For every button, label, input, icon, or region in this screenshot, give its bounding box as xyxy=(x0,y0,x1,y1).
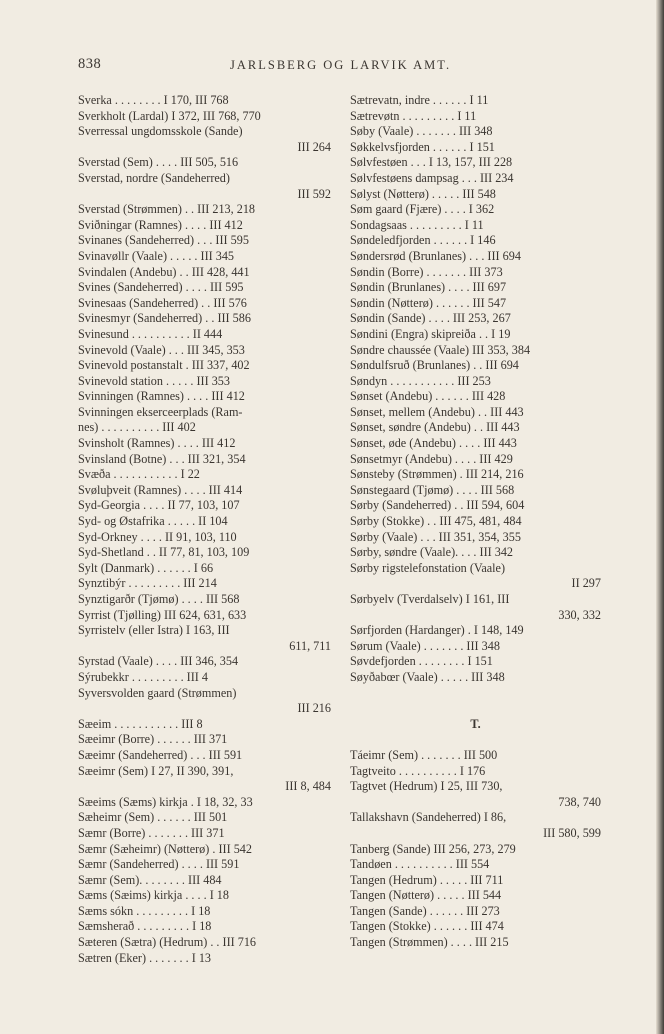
index-entry: Syd-Georgia . . . . II 77, 103, 107 xyxy=(78,498,240,513)
section-gap xyxy=(350,701,601,717)
index-entry: Svinesaas (Sandeherred) . . III 576 xyxy=(78,295,247,310)
index-entry: Svinsland (Botne) . . . III 321, 354 xyxy=(78,451,246,466)
index-entry: 330, 332 xyxy=(558,607,601,622)
index-entry: Søndeledfjorden . . . . . . I 146 xyxy=(350,233,496,248)
index-entry: Søkkelvsfjorden . . . . . . I 151 xyxy=(350,139,495,154)
index-entry: Syrristelv (eller Istra) I 163, III xyxy=(78,623,230,638)
index-entry: Sørby, søndre (Vaale). . . . III 342 xyxy=(350,545,514,560)
page-number: 838 xyxy=(78,56,102,72)
index-entry: Sønsetmyr (Andebu) . . . . III 429 xyxy=(350,451,513,466)
index-entry: Sverstad (Strømmen) . . III 213, 218 xyxy=(78,202,256,217)
index-entry: Sæeims (Sæms) kirkja . I 18, 32, 33 xyxy=(78,794,253,809)
index-entry: Søvdefjorden . . . . . . . . I 151 xyxy=(350,654,493,669)
index-entry: Sverkholt (Lardal) I 372, III 768, 770 xyxy=(78,108,261,123)
index-entry: Sverstad, nordre (Sandeherred) xyxy=(78,170,230,185)
index-entry: Tanberg (Sande) III 256, 273, 279 xyxy=(350,841,516,856)
index-entry: Syd-Orkney . . . . II 91, 103, 110 xyxy=(78,529,237,544)
index-entry: Sølyst (Nøtterø) . . . . . III 548 xyxy=(350,186,496,201)
index-entry: III 264 xyxy=(297,139,331,154)
index-entry: Sætren (Eker) . . . . . . . I 13 xyxy=(78,950,212,965)
index-entry: Svindalen (Andebu) . . III 428, 441 xyxy=(78,264,250,279)
index-entry: Tandøen . . . . . . . . . . III 554 xyxy=(350,857,490,872)
index-entry: Sørby (Sandeherred) . . III 594, 604 xyxy=(350,498,525,513)
index-entry: II 297 xyxy=(571,576,601,591)
index-entry: Tallakshavn (Sandeherred) I 86, xyxy=(350,810,507,825)
page-binding-edge xyxy=(656,0,664,1034)
index-entry: III 216 xyxy=(297,701,331,716)
section-gap xyxy=(350,686,601,702)
index-entry: Syd-Shetland . . II 77, 81, 103, 109 xyxy=(78,545,250,560)
index-entry: Sæeimr (Sandeherred) . . . III 591 xyxy=(78,747,243,762)
index-entry: Svinevold postanstalt . III 337, 402 xyxy=(78,358,250,373)
index-entry: Synztibýr . . . . . . . . . III 214 xyxy=(78,576,217,591)
index-entry: Søndin (Borre) . . . . . . . III 373 xyxy=(350,264,503,279)
index-entry: Sønset, mellem (Andebu) . . III 443 xyxy=(350,404,524,419)
index-entry: Tangen (Stokke) . . . . . . III 474 xyxy=(350,919,504,934)
index-entry: nes) . . . . . . . . . . III 402 xyxy=(78,420,196,435)
index-entry: Søndin (Sande) . . . . III 253, 267 xyxy=(350,311,511,326)
index-entry: 738, 740 xyxy=(558,794,601,809)
index-column-right xyxy=(350,93,601,951)
section-heading-t: T. xyxy=(470,716,481,731)
section-gap xyxy=(350,732,601,748)
index-entry: Sviðningar (Ramnes) . . . . III 412 xyxy=(78,217,243,232)
index-entry: Sæeimr (Borre) . . . . . . III 371 xyxy=(78,732,228,747)
index-entry: Sølvfestøen . . . I 13, 157, III 228 xyxy=(350,155,513,170)
index-entry: Sæmr (Sem). . . . . . . . III 484 xyxy=(78,872,222,887)
index-entry: Sverressal ungdomsskole (Sande) xyxy=(78,124,243,139)
index-entry: Svinesund . . . . . . . . . . II 444 xyxy=(78,326,223,341)
index-entry: Svæða . . . . . . . . . . . I 22 xyxy=(78,467,200,482)
index-entry: Svøluþveit (Ramnes) . . . . III 414 xyxy=(78,482,243,497)
index-entry: Sønset, øde (Andebu) . . . . III 443 xyxy=(350,436,517,451)
index-entry: Søndersrød (Brunlanes) . . . III 694 xyxy=(350,248,521,263)
index-entry: Sørbyelv (Tverdalselv) I 161, III xyxy=(350,592,510,606)
index-entry: Svinesmyr (Sandeherred) . . III 586 xyxy=(78,311,251,326)
index-column-left xyxy=(78,93,331,966)
index-entry: Sørby rigstelefonstation (Vaale) xyxy=(350,560,506,575)
index-entry: Synztigarðr (Tjømø) . . . . III 568 xyxy=(78,592,240,606)
index-entry: Sæeimr (Sem) I 27, II 390, 391, xyxy=(78,763,234,778)
index-entry: Søm gaard (Fjære) . . . . I 362 xyxy=(350,202,495,217)
index-entry: Sæheimr (Sem) . . . . . . III 501 xyxy=(78,810,228,825)
index-entry: Syrrist (Tjølling) III 624, 631, 633 xyxy=(78,607,247,622)
index-entries-s xyxy=(350,93,601,686)
index-entry: Sørby (Vaale) . . . III 351, 354, 355 xyxy=(350,529,521,544)
index-entry: Syrstad (Vaale) . . . . III 346, 354 xyxy=(78,654,239,669)
index-entry: Søndini (Engra) skipreiða . . I 19 xyxy=(350,326,511,341)
index-entry: Sverstad (Sem) . . . . III 505, 516 xyxy=(78,155,239,170)
index-entry: Sørby (Stokke) . . III 475, 481, 484 xyxy=(350,514,522,529)
index-entry: Sørfjorden (Hardanger) . I 148, 149 xyxy=(350,623,524,638)
index-entry: Svinningen (Ramnes) . . . . III 412 xyxy=(78,389,245,404)
index-entry: Sølvfestøens dampsag . . . III 234 xyxy=(350,170,514,185)
index-entry: Tagtveito . . . . . . . . . . I 176 xyxy=(350,763,486,778)
index-entry: Sønsteby (Strømmen) . III 214, 216 xyxy=(350,467,524,482)
index-entry: Syd- og Østafrika . . . . . II 104 xyxy=(78,514,228,529)
index-entry: Tangen (Hedrum) . . . . . III 711 xyxy=(350,872,504,887)
index-entry: Tangen (Nøtterø) . . . . . III 544 xyxy=(350,888,502,903)
index-entry: Søby (Vaale) . . . . . . . III 348 xyxy=(350,124,493,139)
index-entry: Sæteren (Sætra) (Hedrum) . . III 716 xyxy=(78,935,257,950)
index-entry: Søndyn . . . . . . . . . . . III 253 xyxy=(350,373,491,388)
index-entry: III 8, 484 xyxy=(285,779,331,794)
index-entry: Sæeim . . . . . . . . . . . III 8 xyxy=(78,716,203,731)
index-entry: Sylt (Danmark) . . . . . . I 66 xyxy=(78,560,214,575)
index-entry: Tangen (Strømmen) . . . . III 215 xyxy=(350,935,509,950)
index-entry: Táeimr (Sem) . . . . . . . III 500 xyxy=(350,747,498,762)
index-entry: Sætrevatn, indre . . . . . . I 11 xyxy=(350,93,489,107)
index-entry: Svinsholt (Ramnes) . . . . III 412 xyxy=(78,436,236,451)
index-entry: Svinevold (Vaale) . . . III 345, 353 xyxy=(78,342,245,357)
index-entry: Svinanes (Sandeherred) . . . III 595 xyxy=(78,233,249,248)
index-entries-t xyxy=(350,748,601,951)
index-entry: Svinavøllr (Vaale) . . . . . III 345 xyxy=(78,248,235,263)
index-entry: Sæmr (Sæheimr) (Nøtterø) . III 542 xyxy=(78,841,252,856)
index-entry: Sætrevøtn . . . . . . . . . I 11 xyxy=(350,108,477,123)
index-entry: Svinevold station . . . . . III 353 xyxy=(78,373,230,388)
index-entry: Tangen (Sande) . . . . . . III 273 xyxy=(350,903,500,918)
index-entry: Sondagsaas . . . . . . . . . I 11 xyxy=(350,217,484,232)
index-entry: Sæms sókn . . . . . . . . . I 18 xyxy=(78,903,211,918)
index-entry: Svines (Sandeherred) . . . . III 595 xyxy=(78,280,244,295)
index-entry: Syversvolden gaard (Strømmen) xyxy=(78,685,237,700)
index-entry: Svinningen ekserceerplads (Ram- xyxy=(78,404,243,419)
index-entry: Sørum (Vaale) . . . . . . . III 348 xyxy=(350,638,500,653)
index-entry: Sæmr (Borre) . . . . . . . III 371 xyxy=(78,825,225,840)
index-entry: Sønset, søndre (Andebu) . . III 443 xyxy=(350,420,520,435)
index-entry: Tagtvet (Hedrum) I 25, III 730, xyxy=(350,779,503,794)
index-entry: Søndulfsruð (Brunlanes) . . III 694 xyxy=(350,358,519,373)
index-entry: Sæmr (Sandeherred) . . . . III 591 xyxy=(78,857,240,872)
index-entry: Sæmsherað . . . . . . . . . I 18 xyxy=(78,919,212,934)
index-entry: Søndin (Brunlanes) . . . . III 697 xyxy=(350,280,507,295)
running-title: JARLSBERG OG LARVIK AMT. xyxy=(230,58,452,72)
index-entry: Sønset (Andebu) . . . . . . III 428 xyxy=(350,389,506,404)
index-entry: Sverka . . . . . . . . I 170, III 768 xyxy=(78,93,229,107)
index-entry: Søndin (Nøtterø) . . . . . . III 547 xyxy=(350,295,507,310)
index-entry: III 580, 599 xyxy=(543,825,601,840)
index-entry: III 592 xyxy=(297,186,331,201)
index-entry: 611, 711 xyxy=(289,638,331,653)
index-entry: Sønstegaard (Tjømø) . . . . III 568 xyxy=(350,482,515,497)
index-entry: Sæms (Sæims) kirkja . . . . I 18 xyxy=(78,888,229,903)
index-entry: Søndre chaussée (Vaale) III 353, 384 xyxy=(350,342,531,357)
index-entry: Sýrubekkr . . . . . . . . . III 4 xyxy=(78,669,208,684)
index-entry: Søyðabœr (Vaale) . . . . . III 348 xyxy=(350,669,505,684)
